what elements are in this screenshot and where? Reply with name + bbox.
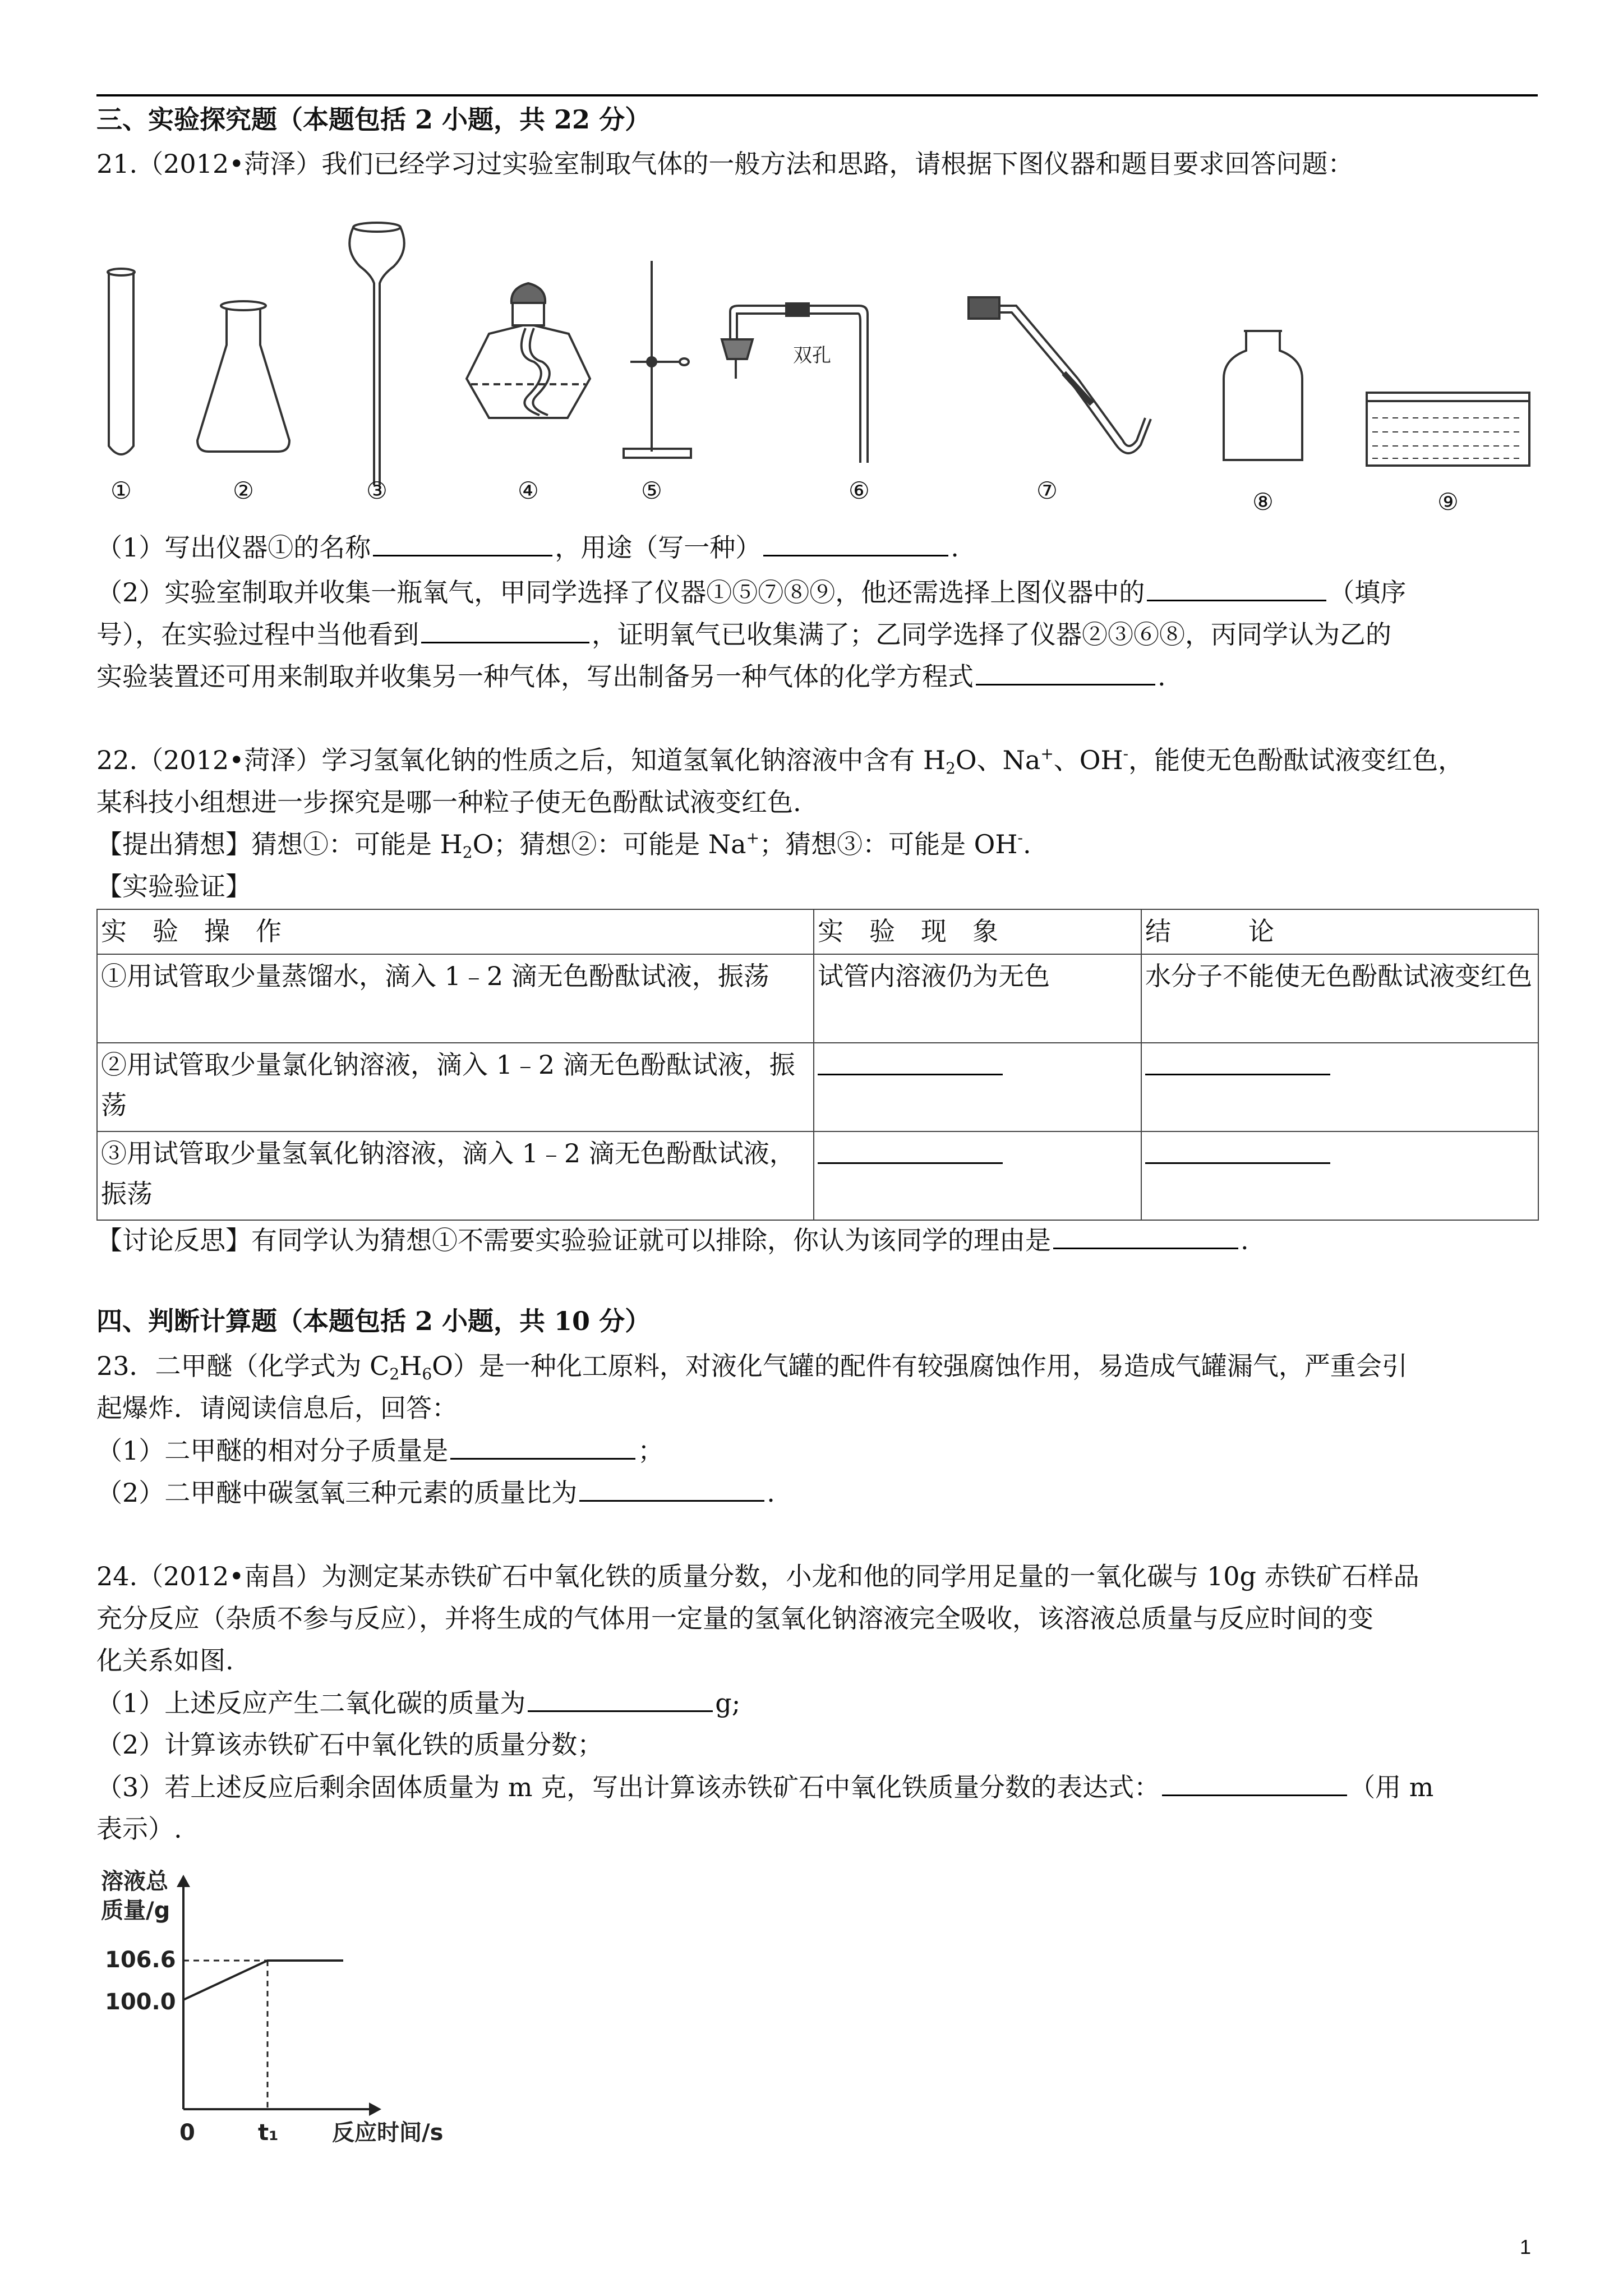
q21-part1: [96, 530, 1538, 564]
q22-line1: [96, 743, 1538, 777]
answer-blank[interactable]: [1145, 1133, 1330, 1164]
superscript: -: [1017, 829, 1023, 847]
subscript: 2: [462, 843, 473, 862]
x-tick-label: t₁: [258, 2120, 279, 2146]
table-header-cell: 结 论: [1141, 909, 1538, 954]
superscript: -: [1123, 744, 1129, 763]
table-cell: [814, 1043, 1141, 1131]
answer-blank[interactable]: [763, 530, 948, 556]
gas-collecting-bottle-icon: [1224, 331, 1302, 460]
header-rule: [96, 94, 1538, 96]
table-row: [97, 1043, 1538, 1131]
superscript: +: [746, 829, 760, 847]
hyp-text-b: O；猜想②：可能是 Na: [472, 829, 746, 859]
apparatus-label-2: ②: [233, 477, 254, 504]
alcohol-lamp-icon: [467, 283, 590, 418]
q23-line1: [96, 1349, 1538, 1383]
section4-heading: 四、判断计算题（本题包括 2 小题，共 10 分）: [96, 1306, 651, 1336]
q21-p1-text-c: .: [951, 532, 959, 563]
q22-text-a: 22.（2012•菏泽）学习氢氧化钠的性质之后，知道氢氧化钠溶液中含有 H: [96, 745, 946, 775]
y-axis-label-line2: 质量/g: [101, 1898, 170, 1924]
table-cell: [1141, 1131, 1538, 1220]
experiment-table: [96, 909, 1539, 1221]
q24-p3-text-b: （用 m: [1349, 1772, 1434, 1802]
hyp-text-a: 【提出猜想】猜想①：可能是 H: [96, 829, 463, 859]
discuss-text-a: 【讨论反思】有同学认为猜想①不需要实验验证就可以排除，你认为该同学的理由是: [96, 1225, 1051, 1255]
iron-stand-icon: [624, 261, 691, 458]
q21-part2-line1: [96, 575, 1538, 609]
answer-blank[interactable]: [1162, 1770, 1347, 1796]
table-row: [97, 954, 1538, 1043]
table-header-cell: 实 验 现 象: [814, 909, 1141, 954]
table-header-row: [97, 909, 1538, 954]
apparatus-label-7: ⑦: [1036, 477, 1058, 504]
series-line: [183, 1961, 343, 2000]
q21-p2-text-f: .: [1158, 661, 1166, 692]
q24-line3: 化关系如图.: [96, 1645, 234, 1676]
bent-delivery-tube-icon: [969, 297, 1151, 453]
q21-p2-text-d: ，证明氧气已收集满了；乙同学选择了仪器②③⑥⑧，丙同学认为乙的: [592, 619, 1391, 650]
q22-discussion: [96, 1223, 1538, 1257]
y-axis-label-line1: 溶液总: [101, 1869, 168, 1894]
subscript: 2: [946, 759, 956, 777]
q23-text-c: O）是一种化工原料，对液化气罐的配件有较强腐蚀作用，易造成气罐漏气，严重会引: [432, 1351, 1408, 1381]
table-cell: [1141, 1043, 1538, 1131]
q21-part2-line2: [96, 617, 1538, 651]
apparatus-label-8: ⑧: [1252, 488, 1274, 516]
q24-p1-text-a: （1）上述反应产生二氧化碳的质量为: [96, 1688, 526, 1718]
answer-blank[interactable]: [1145, 1045, 1330, 1075]
q21-p2-text-c: 号），在实验过程中当他看到: [96, 619, 419, 650]
apparatus-label-5: ⑤: [641, 477, 662, 504]
table-cell: ①用试管取少量蒸馏水，滴入 1﹣2 滴无色酚酞试液，振荡: [97, 954, 814, 1043]
q22-hypothesis: [96, 827, 1538, 861]
water-trough-icon: [1367, 393, 1529, 466]
apparatus-label-1: ①: [110, 477, 132, 504]
q23-part1: [96, 1433, 1538, 1467]
table-row: [97, 1131, 1538, 1220]
two-hole-stopper-icon: [722, 303, 868, 463]
long-neck-funnel-icon: [349, 223, 404, 485]
x-axis-label: 反应时间/s: [332, 2120, 444, 2146]
hyp-text-d: .: [1022, 829, 1031, 859]
q23-line2: 起爆炸．请阅读信息后，回答：: [96, 1393, 458, 1423]
q24-part1: [96, 1686, 1538, 1720]
table-cell: 试管内溶液仍为无色: [814, 954, 1141, 1043]
test-tube-icon: [108, 269, 135, 454]
table-cell: ②用试管取少量氯化钠溶液，滴入 1﹣2 滴无色酚酞试液，振荡: [97, 1043, 814, 1131]
q23-part2: [96, 1475, 1538, 1510]
q24-p3-text-a: （3）若上述反应后剩余固体质量为 m 克，写出计算该赤铁矿石中氧化铁质量分数的表达式：: [96, 1772, 1160, 1802]
answer-blank[interactable]: [1147, 575, 1326, 601]
table-cell: 水分子不能使无色酚酞试液变红色: [1141, 954, 1538, 1043]
q21-p2-text-b: （填序: [1329, 577, 1407, 608]
answer-blank[interactable]: [373, 530, 552, 556]
q22-text-c: 、OH: [1053, 745, 1123, 775]
answer-blank[interactable]: [450, 1433, 635, 1460]
answer-blank[interactable]: [976, 659, 1155, 685]
q24-line1: 24.（2012•南昌）为测定某赤铁矿石中氧化铁的质量分数，小龙和他的同学用足量的一氧化碳与 10g 赤铁矿石样品: [96, 1561, 1419, 1591]
subscript: 2: [389, 1365, 400, 1383]
apparatus-label-6: ⑥: [849, 477, 870, 504]
q23-p1-text-b: ；: [638, 1435, 664, 1466]
subscript: 6: [422, 1365, 432, 1383]
table-header-cell: 实 验 操 作: [97, 909, 814, 954]
q23-text-a: 23．二甲醚（化学式为 C: [96, 1351, 390, 1381]
apparatus-label-9: ⑨: [1437, 488, 1459, 516]
answer-blank[interactable]: [818, 1045, 1003, 1075]
y-axis-arrow: [177, 1875, 190, 1887]
y-tick-label: 100.0: [105, 1989, 176, 2015]
q24-part3-cont: 表示）.: [96, 1814, 182, 1844]
answer-blank[interactable]: [421, 617, 589, 643]
q21-p2-text-a: （2）实验室制取并收集一瓶氧气，甲同学选择了仪器①⑤⑦⑧⑨，他还需选择上图仪器中的: [96, 577, 1145, 608]
q24-part2: （2）计算该赤铁矿石中氧化铁的质量分数；: [96, 1729, 603, 1760]
conical-flask-icon: [197, 301, 289, 452]
answer-blank[interactable]: [579, 1475, 764, 1502]
stopper-label-text: 双孔: [793, 344, 831, 367]
x-axis-arrow: [369, 2102, 381, 2116]
q24-line2: 充分反应（杂质不参与反应），并将生成的气体用一定量的氢氧化钠溶液完全吸收，该溶液总质量与反应时间的变: [96, 1603, 1373, 1634]
q23-p1-text-a: （1）二甲醚的相对分子质量是: [96, 1435, 449, 1466]
mass-time-chart: [96, 1868, 478, 2205]
q23-text-b: H: [399, 1351, 422, 1381]
q21-p2-text-e: 实验装置还可用来制取并收集另一种气体，写出制备另一种气体的化学方程式: [96, 661, 974, 692]
q22-text-d: ，能使无色酚酞试液变红色，: [1128, 745, 1464, 775]
apparatus-label-4: ④: [518, 477, 539, 504]
q21-p1-text-a: （1）写出仪器①的名称: [96, 532, 371, 563]
q21-stem: 21.（2012•菏泽）我们已经学习过实验室制取气体的一般方法和思路，请根据下图仪器和题目要求回答问题：: [96, 149, 1354, 179]
section3-heading: 三、实验探究题（本题包括 2 小题，共 22 分）: [96, 104, 651, 135]
q22-text-b: O、Na: [955, 745, 1041, 775]
apparatus-label-3: ③: [366, 477, 388, 504]
page-number: 1: [1520, 2235, 1532, 2258]
q23-p2-text-a: （2）二甲醚中碳氢氧三种元素的质量比为: [96, 1478, 578, 1508]
table-cell: [814, 1131, 1141, 1220]
answer-blank[interactable]: [528, 1686, 713, 1712]
q22-line2: 某科技小组想进一步探究是哪一种粒子使无色酚酞试液变红色.: [96, 787, 801, 817]
q24-part3: [96, 1770, 1538, 1804]
apparatus-drawing: [96, 194, 1532, 519]
answer-blank[interactable]: [1053, 1223, 1238, 1249]
q21-part2-line3: [96, 659, 1538, 693]
superscript: +: [1040, 744, 1054, 763]
x-tick-label: 0: [179, 2120, 195, 2146]
y-tick-label: 106.6: [105, 1947, 176, 1973]
q22-verify-heading: 【实验验证】: [96, 871, 251, 901]
q21-p1-text-b: ，用途（写一种）: [555, 532, 762, 563]
answer-blank[interactable]: [818, 1133, 1003, 1164]
discuss-text-b: .: [1241, 1225, 1249, 1255]
apparatus-figure: [96, 194, 1532, 519]
q24-p1-text-b: g;: [715, 1688, 741, 1718]
table-cell: ③用试管取少量氢氧化钠溶液，滴入 1﹣2 滴无色酚酞试液，振荡: [97, 1131, 814, 1220]
hyp-text-c: ；猜想③：可能是 OH: [759, 829, 1018, 859]
q23-p2-text-b: .: [767, 1478, 775, 1508]
